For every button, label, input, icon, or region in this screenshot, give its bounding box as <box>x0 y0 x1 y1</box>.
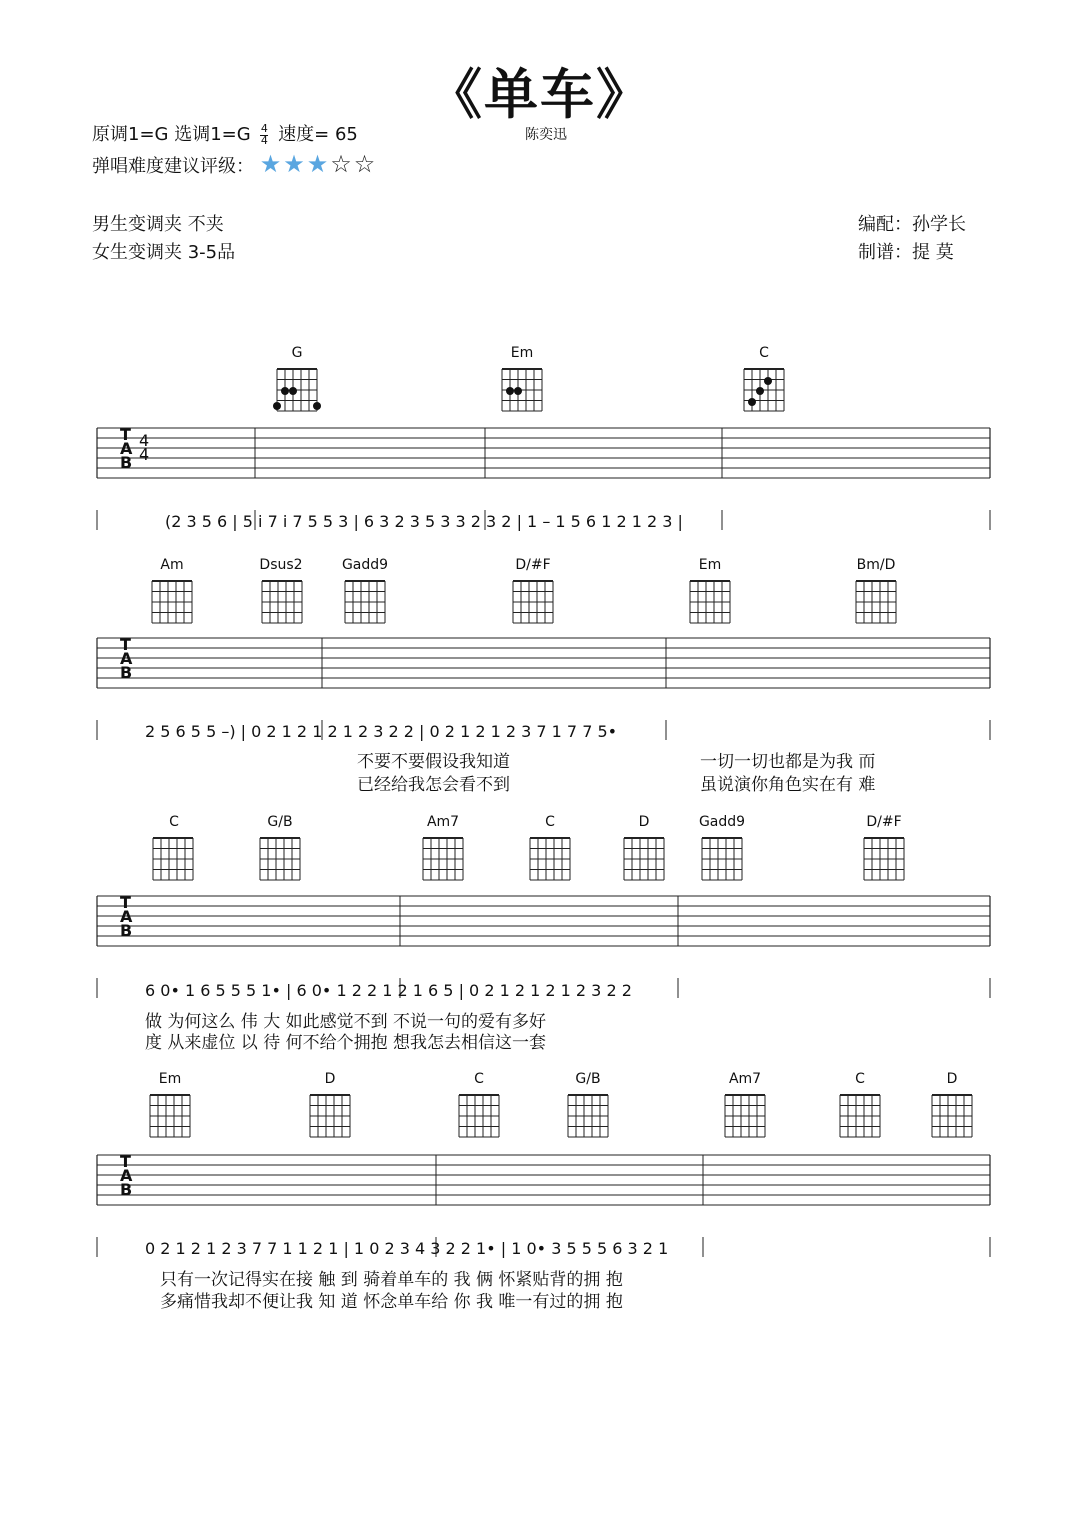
tab-time-signature: 4 4 <box>139 431 150 464</box>
chord-name: G/B <box>575 1071 601 1087</box>
chord-name: Am7 <box>426 814 460 830</box>
star-filled-icon: ★ <box>306 150 331 178</box>
chord-name: C <box>759 345 769 361</box>
time-signature-top: 4 <box>260 122 268 135</box>
lyrics-line-1: 做 为何这么 伟 大 如此感觉不到 不说一句的爱有多好 <box>145 1012 547 1032</box>
chord-name: Em <box>698 557 722 573</box>
time-signature-bottom: 4 <box>260 134 268 147</box>
finger-dot <box>506 387 514 395</box>
chord-name: Bm/D <box>856 557 896 573</box>
numbered-notation: (2 3 5 6 | 5 i 7 i 7 5 5 3 | 6 3 2 3 5 3 3 2 3 2 | 1 – 1 5 6 1 2 1 2 3 | <box>165 512 683 531</box>
chord-name: Gadd9 <box>698 814 746 830</box>
lyrics-line-1b: 一切一切也都是为我 而 <box>700 752 876 772</box>
chord-name: D <box>946 1071 958 1087</box>
chord-name: Em <box>158 1071 182 1087</box>
lyrics-line-1a: 不要不要假设我知道 <box>357 752 510 772</box>
tab-clef: T A B <box>120 425 133 472</box>
star-filled-icon: ★ <box>259 150 284 178</box>
chord-name: C <box>545 814 555 830</box>
finger-dot <box>764 377 772 385</box>
chord-name: G/B <box>267 814 293 830</box>
lyrics-line-2: 度 从来虚位 以 待 何不给个拥抱 想我怎去相信这一套 <box>145 1033 547 1053</box>
chord-name: Em <box>510 345 534 361</box>
numbered-notation: 2 5 6 5 5 –) | 0 2 1 2 1 2 1 2 3 2 2 | 0 2 1 2 1 2 3 7 1 7 7 5• <box>145 722 618 741</box>
chord-name: D/#F <box>515 557 551 573</box>
finger-dot <box>514 387 522 395</box>
chord-name: Gadd9 <box>341 557 389 573</box>
tab-clef: T A B <box>120 635 133 682</box>
chord-name: Am <box>160 557 184 573</box>
chord-name: C <box>474 1071 484 1087</box>
finger-dot <box>748 398 756 406</box>
finger-dot <box>281 387 289 395</box>
numbered-notation: 0 2 1 2 1 2 3 7 7 1 1 2 1 | 1 0 2 3 4 3 2 2 1• | 1 0• 3 5 5 5 6 3 2 1 <box>145 1239 669 1258</box>
finger-dot <box>313 402 321 410</box>
tab-clef: T A B <box>120 1152 133 1199</box>
tab-clef: T A B <box>120 893 133 940</box>
artist: 陈奕迅 <box>525 127 567 143</box>
capo-female: 女生变调夹 3-5品 <box>92 242 236 263</box>
chord-name: D <box>638 814 650 830</box>
chord-name: Am7 <box>728 1071 762 1087</box>
chord-name: D/#F <box>866 814 902 830</box>
finger-dot <box>273 402 281 410</box>
arranger: 编配：孙学长 <box>858 214 966 235</box>
chord-name: G <box>291 345 303 361</box>
lyrics-line-2: 多痛惜我却不便让我 知 道 怀念单车给 你 我 唯一有过的拥 抱 <box>160 1292 623 1312</box>
lyrics-line-2b: 虽说演你角色实在有 难 <box>700 775 876 795</box>
star-empty-icon: ☆ <box>353 150 378 178</box>
song-title: 《单车》 <box>428 63 652 126</box>
finger-dot <box>756 387 764 395</box>
transcriber: 制谱：提 莫 <box>858 242 954 263</box>
difficulty-label: 弹唱难度建议评级： <box>92 156 254 177</box>
capo-male: 男生变调夹 不夹 <box>92 214 224 235</box>
chord-name: C <box>855 1071 865 1087</box>
lyrics-line-2a: 已经给我怎会看不到 <box>357 775 510 795</box>
tempo: 速度= 65 <box>278 124 358 145</box>
star-empty-icon: ☆ <box>330 150 354 178</box>
star-filled-icon: ★ <box>283 150 307 178</box>
chord-name: Dsus2 <box>259 557 303 573</box>
chord-name: C <box>169 814 179 830</box>
numbered-notation: 6 0• 1 6 5 5 5 1• | 6 0• 1 2 2 1 2 1 6 5 | 0 2 1 2 1 2 1 2 3 2 2 <box>145 981 632 1000</box>
key-info: 原调1=G 选调1=G <box>92 124 251 145</box>
finger-dot <box>289 387 297 395</box>
chord-name: D <box>324 1071 336 1087</box>
lyrics-line-1: 只有一次记得实在接 触 到 骑着单车的 我 俩 怀紧贴背的拥 抱 <box>160 1270 623 1290</box>
